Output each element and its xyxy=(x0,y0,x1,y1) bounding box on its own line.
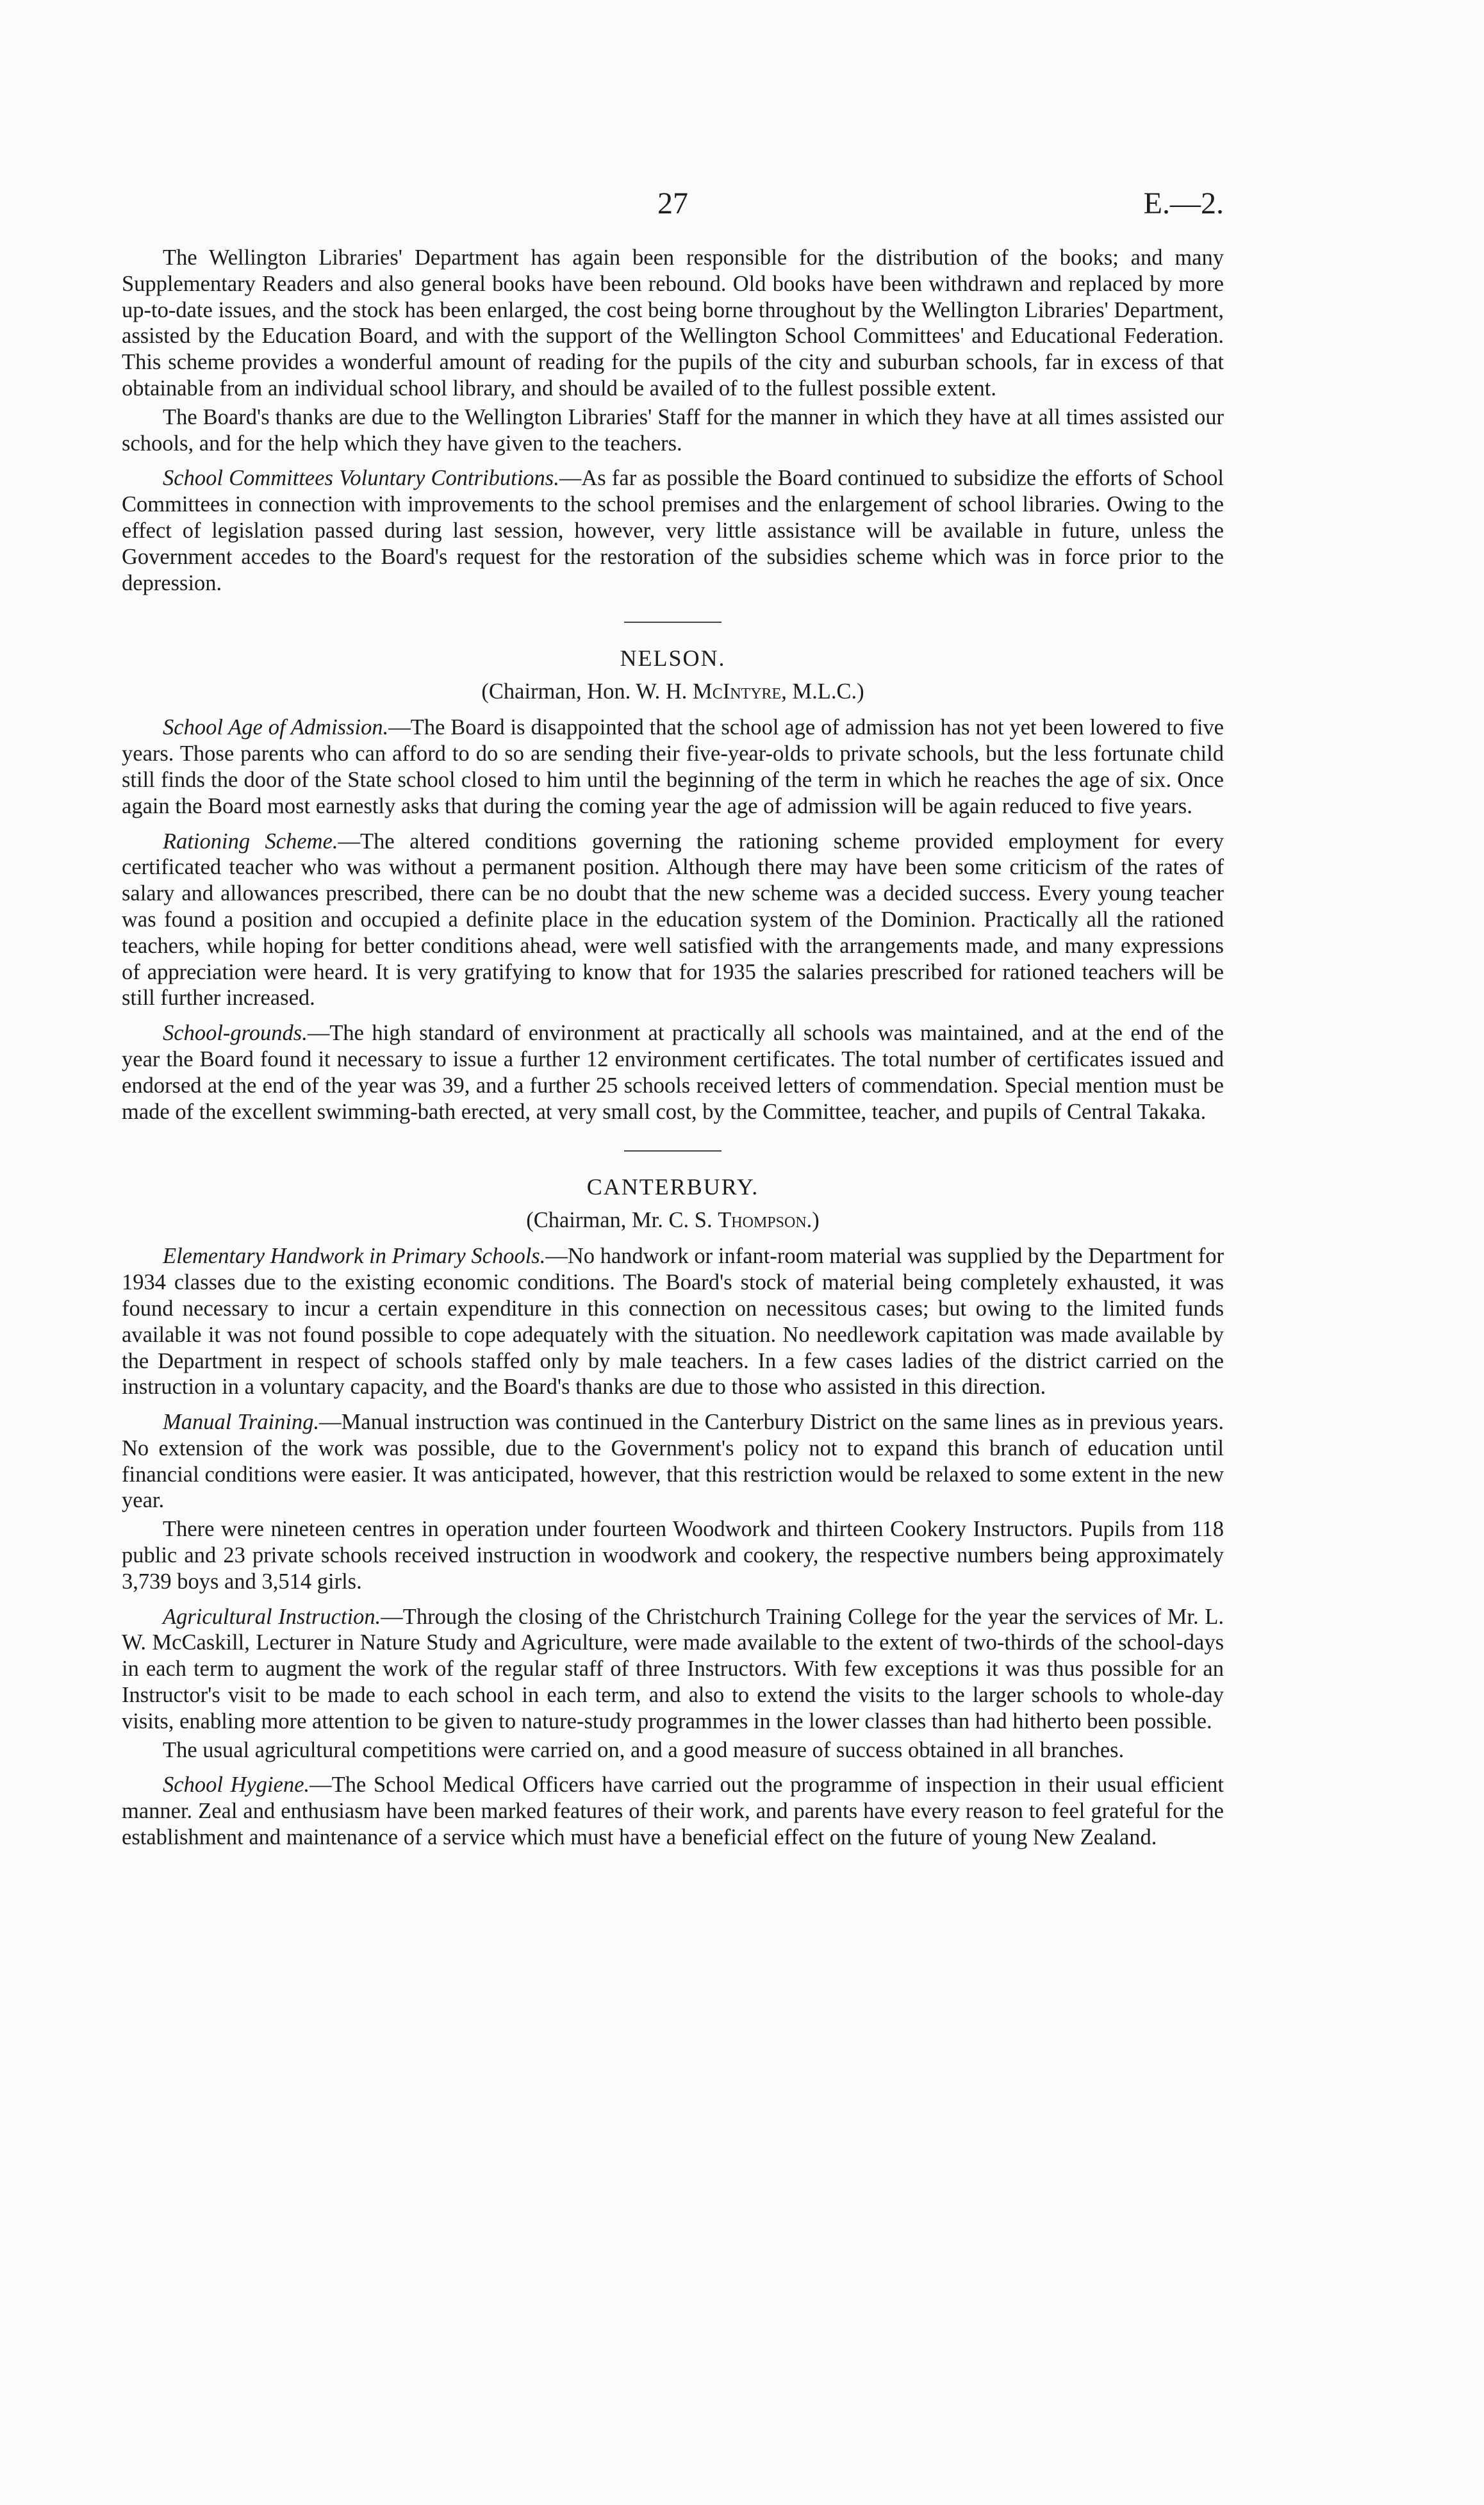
paragraph-body: —The Board is disappointed that the school age of admission has not yet been lowered to five years. Those parents who can afford to do so are sending their five-year-olds to private schools, but the less fortunate child still finds the door of the State school closed to him until the beginning of the term in which he reaches the age of six. Once again the Board most earnestly asks that during the coming year the age of admission will be again reduced to five years. xyxy=(122,715,1224,818)
paragraph-title: Manual Training. xyxy=(163,1410,320,1435)
paragraph-body: —No handwork or infant-room material was supplied by the Department for 1934 classes due to the existing economic conditions. The Board's stock of material being completely exhausted, it was found necessary to incur a certain expenditure in this connection on necessitous cases; but owing to the limited funds available it was not found possible to cope adequately with the situation. No needlework capitation was made available by the Department in respect of schools staffed only by male teachers. In a few cases ladies of the district carried on the instruction in a voluntary capacity, and the Board's thanks are due to those who assisted in this direction. xyxy=(122,1244,1224,1400)
section-divider xyxy=(624,622,721,623)
paragraph xyxy=(122,715,1224,819)
document-reference: E.—2. xyxy=(1143,186,1224,220)
paragraph-body: —The School Medical Officers have carried out the programme of inspection in their usual efficient manner. Zeal and enthusiasm have been marked features of their work, and parents have every reason to feel grateful for the establishment and maintenance of a service which must have a beneficial effect on the future of young New Zealand. xyxy=(122,1773,1224,1850)
page-number: 27 xyxy=(657,186,688,220)
paragraph-title: Elementary Handwork in Primary Schools. xyxy=(163,1244,546,1269)
paragraph xyxy=(122,1604,1224,1735)
canterbury-section xyxy=(122,1173,1224,1851)
paragraph-title: Rationing Scheme. xyxy=(163,829,338,854)
chairman-name: Thompson xyxy=(718,1208,807,1233)
paragraph-body: —The altered conditions governing the rationing scheme provided employment for every certificated teacher who was without a permanent position. Although there may have been some criticism of the rates of salary and allowances prescribed, there can be no doubt that the new scheme was a decided success. Every young teacher was found a position and occupied a definite place in the education system of the Dominion. Practically all the rationed teachers, while hoping for better conditions ahead, were well satisfied with the arrangements made, and many expressions of appreciation were heard. It is very gratifying to know that for 1935 the salaries prescribed for rationed teachers will be still further increased. xyxy=(122,829,1224,1011)
paragraph: The usual agricultural competitions were carried on, and a good measure of success obtained in all branches. xyxy=(163,1737,1125,1762)
paragraph: The Wellington Libraries' Department has again been responsible for the distribution of the books; and many Supplementary Readers and also general books have been rebound. Old books have been withdrawn and replaced by more up-to-date issues, and the stock has been enlarged, the cost being borne throughout by the Wellington Libraries' Department, assisted by the Education Board, and with the support of the Wellington School Committees' and Educational Federation. This scheme provides a wonderful amount of reading for the pupils of the city and suburban schools, far in excess of that obtainable from an individual school library, and should be availed of to the fullest possible extent. xyxy=(122,245,1224,401)
paragraph-body: —As far as possible the Board continued to subsidize the efforts of School Committees in connection with improvements to the school premises and the enlargement of school libraries. Owing to the effect of legislation passed during last session, however, very little assistance will be available in future, unless the Government accedes to the Board's request for the restoration of the subsidies scheme which was in force prior to the depression. xyxy=(122,466,1224,595)
paragraph xyxy=(122,1243,1224,1400)
section-heading: CANTERBURY. xyxy=(586,1174,759,1200)
paragraph-title: School Age of Admission. xyxy=(163,715,389,740)
paragraph-title: Agricultural Instruction. xyxy=(163,1604,381,1629)
paragraph xyxy=(122,465,1224,596)
paragraph-title: School Hygiene. xyxy=(163,1773,310,1798)
running-header xyxy=(122,186,1224,231)
section-divider xyxy=(624,1150,721,1152)
chairman-name: McIntyre xyxy=(693,679,782,704)
chairman-line: (Chairman, Mr. C. S. Thompson.) xyxy=(526,1208,820,1233)
paragraph-body: —Through the closing of the Christchurch Training College for the year the services of Mr. L. W. McCaskill, Lecturer in Nature Study and Agriculture, were made available to the extent of two-thirds of the school-days in each term to augment the work of the regular staff of three Instructors. With few exceptions it was thus possible for an Instructor's visit to be made to each school in each term, and also to extend the visits to the larger schools to whole-day visits, enabling more attention to be given to nature-study programmes in the lower classes than had hitherto been possible. xyxy=(122,1604,1224,1733)
chairman-line: (Chairman, Hon. W. H. McIntyre, M.L.C.) xyxy=(481,679,864,704)
paragraph xyxy=(122,829,1224,1012)
nelson-section xyxy=(122,645,1224,1125)
paragraph xyxy=(122,1020,1224,1125)
paragraph: The Board's thanks are due to the Wellington Libraries' Staff for the manner in which they have at all times assisted our schools, and for the help which they have given to the teachers. xyxy=(122,404,1224,456)
paragraph-title: School Committees Voluntary Contributions. xyxy=(163,466,559,491)
document-page xyxy=(122,186,1224,1853)
paragraph-body: —The high standard of environment at practically all schools was maintained, and at the end of the year the Board found it necessary to issue a further 12 environment certificates. The total number of certificates issued and endorsed at the end of the year was 39, and a further 25 schools received letters of commendation. Special mention must be made of the excellent swimming-bath erected, at very small cost, by the Committee, teacher, and pupils of Central Takaka. xyxy=(122,1021,1224,1124)
wellington-section xyxy=(122,245,1224,596)
paragraph-body: —Manual instruction was continued in the Canterbury District on the same lines as in previous years. No extension of the work was possible, due to the Government's policy not to expand this branch of education until financial conditions were easier. It was anticipated, however, that this restriction would be relaxed to some extent in the new year. xyxy=(122,1410,1224,1513)
paragraph xyxy=(122,1772,1224,1850)
paragraph-title: School-grounds. xyxy=(163,1021,308,1046)
section-heading: NELSON. xyxy=(620,645,726,672)
paragraph xyxy=(122,1409,1224,1514)
paragraph: There were nineteen centres in operation under fourteen Woodwork and thirteen Cookery Instructors. Pupils from 118 public and 23 private schools received instruction in woodwork and cookery, the respective numbers being approximately 3,739 boys and 3,514 girls. xyxy=(122,1517,1224,1594)
